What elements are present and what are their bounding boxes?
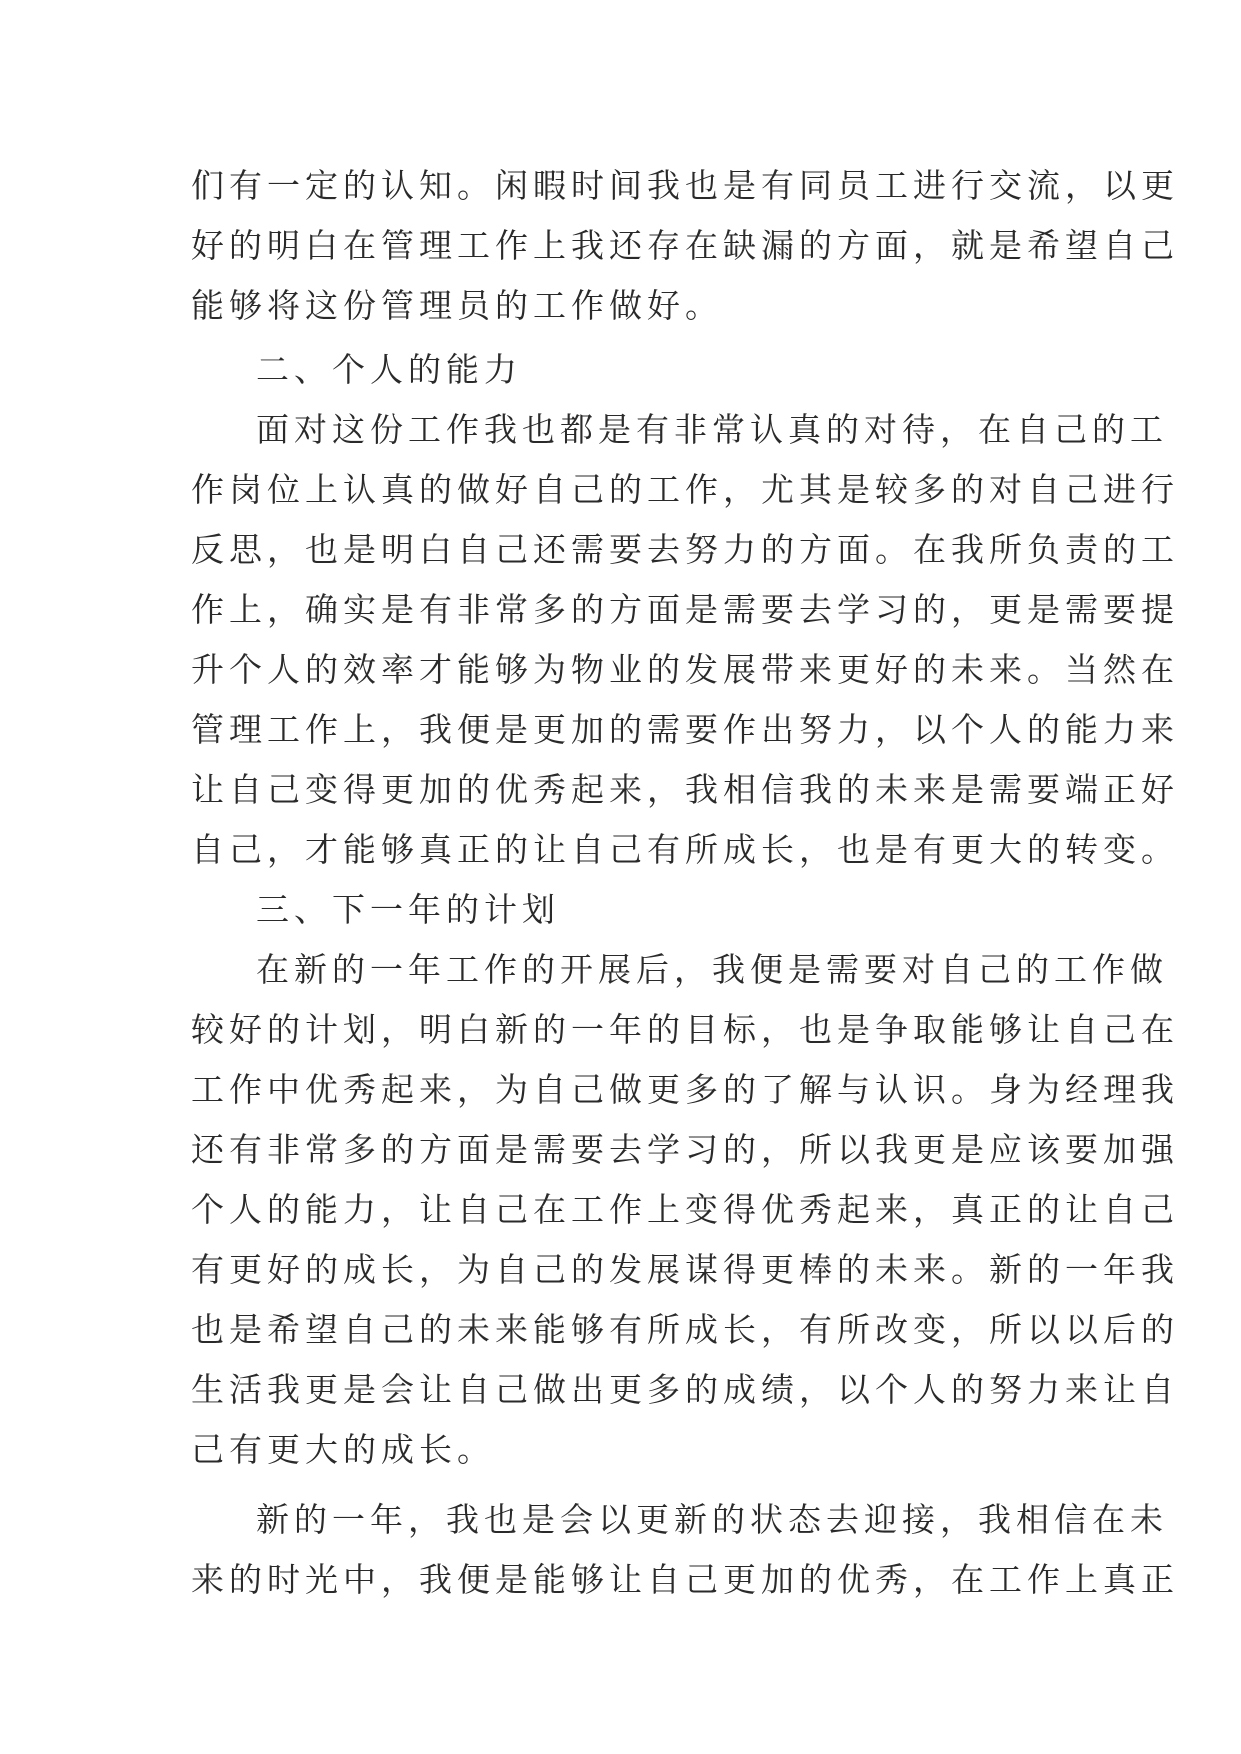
section-heading-next-year-plan: 三、下一年的计划 [256, 890, 560, 929]
text-line: 让自己变得更加的优秀起来，我相信我的未来是需要端正好 [191, 770, 1179, 809]
text-line: 生活我更是会让自己做出更多的成绩，以个人的努力来让自 [191, 1370, 1179, 1409]
text-line: 好的明白在管理工作上我还存在缺漏的方面，就是希望自己 [191, 226, 1179, 265]
text-line: 新的一年，我也是会以更新的状态去迎接，我相信在未 [256, 1500, 1168, 1539]
section-heading-personal-ability: 二、个人的能力 [256, 350, 522, 389]
text-line: 较好的计划，明白新的一年的目标，也是争取能够让自己在 [191, 1010, 1179, 1049]
text-line: 来的时光中，我便是能够让自己更加的优秀，在工作上真正 [191, 1560, 1179, 1599]
document-body [191, 156, 1179, 1610]
text-line: 也是希望自己的未来能够有所成长，有所改变，所以以后的 [191, 1310, 1179, 1349]
text-line: 在新的一年工作的开展后，我便是需要对自己的工作做 [256, 950, 1168, 989]
text-line: 个人的能力，让自己在工作上变得优秀起来，真正的让自己 [191, 1190, 1179, 1229]
text-line: 管理工作上，我便是更加的需要作出努力，以个人的能力来 [191, 710, 1179, 749]
text-line: 工作中优秀起来，为自己做更多的了解与认识。身为经理我 [191, 1070, 1179, 1109]
text-line: 己有更大的成长。 [191, 1430, 495, 1469]
text-line: 能够将这份管理员的工作做好。 [191, 286, 723, 325]
text-line: 自己，才能够真正的让自己有所成长，也是有更大的转变。 [191, 830, 1179, 869]
text-line: 作上，确实是有非常多的方面是需要去学习的，更是需要提 [191, 590, 1179, 629]
text-line: 还有非常多的方面是需要去学习的，所以我更是应该要加强 [191, 1130, 1179, 1169]
text-line: 面对这份工作我也都是有非常认真的对待，在自己的工 [256, 410, 1168, 449]
text-line: 有更好的成长，为自己的发展谋得更棒的未来。新的一年我 [191, 1250, 1179, 1289]
text-line: 升个人的效率才能够为物业的发展带来更好的未来。当然在 [191, 650, 1179, 689]
text-line: 作岗位上认真的做好自己的工作，尤其是较多的对自己进行 [191, 470, 1179, 509]
text-line: 们有一定的认知。闲暇时间我也是有同员工进行交流，以更 [191, 166, 1179, 205]
text-line: 反思，也是明白自己还需要去努力的方面。在我所负责的工 [191, 530, 1179, 569]
